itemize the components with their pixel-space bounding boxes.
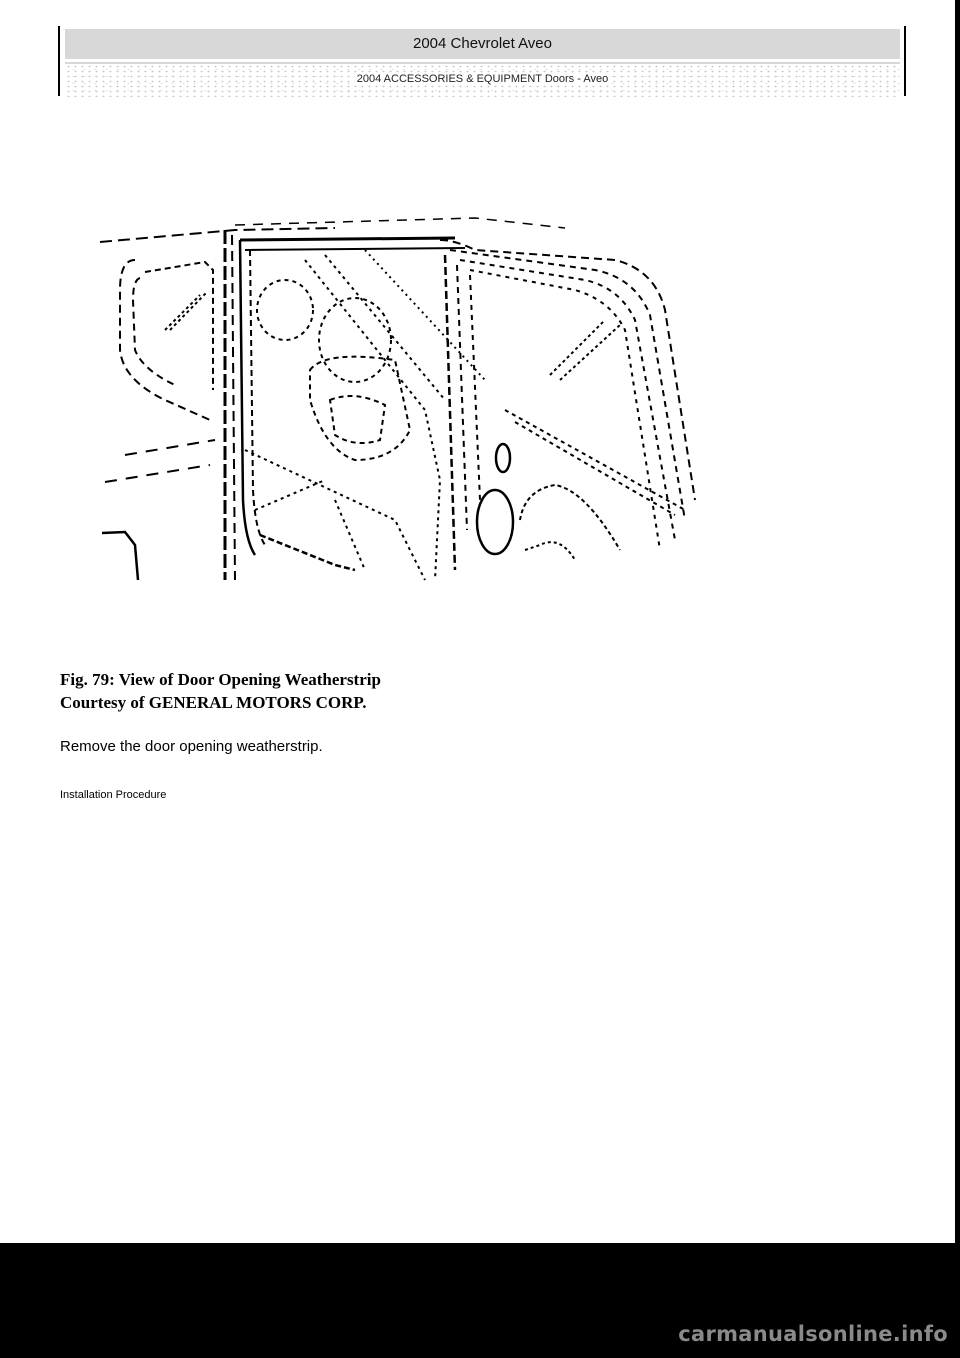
section-subtitle-text: 2004 ACCESSORIES & EQUIPMENT Doors - Aveo [356, 73, 609, 85]
figure-caption [60, 668, 381, 714]
door-weatherstrip-illustration [95, 200, 725, 590]
watermark-link[interactable]: carmanualsonline.info [678, 1322, 948, 1346]
illustration-icon [95, 200, 725, 590]
page-header [58, 26, 906, 96]
figure-title: Fig. 79: View of Door Opening Weatherstrip [60, 670, 381, 689]
section-subtitle [65, 62, 900, 97]
vehicle-title: 2004 Chevrolet Aveo [65, 29, 900, 59]
figure-credit: Courtesy of GENERAL MOTORS CORP. [60, 693, 367, 712]
installation-procedure-heading: Installation Procedure [60, 789, 167, 801]
instruction-text: Remove the door opening weatherstrip. [60, 738, 323, 755]
